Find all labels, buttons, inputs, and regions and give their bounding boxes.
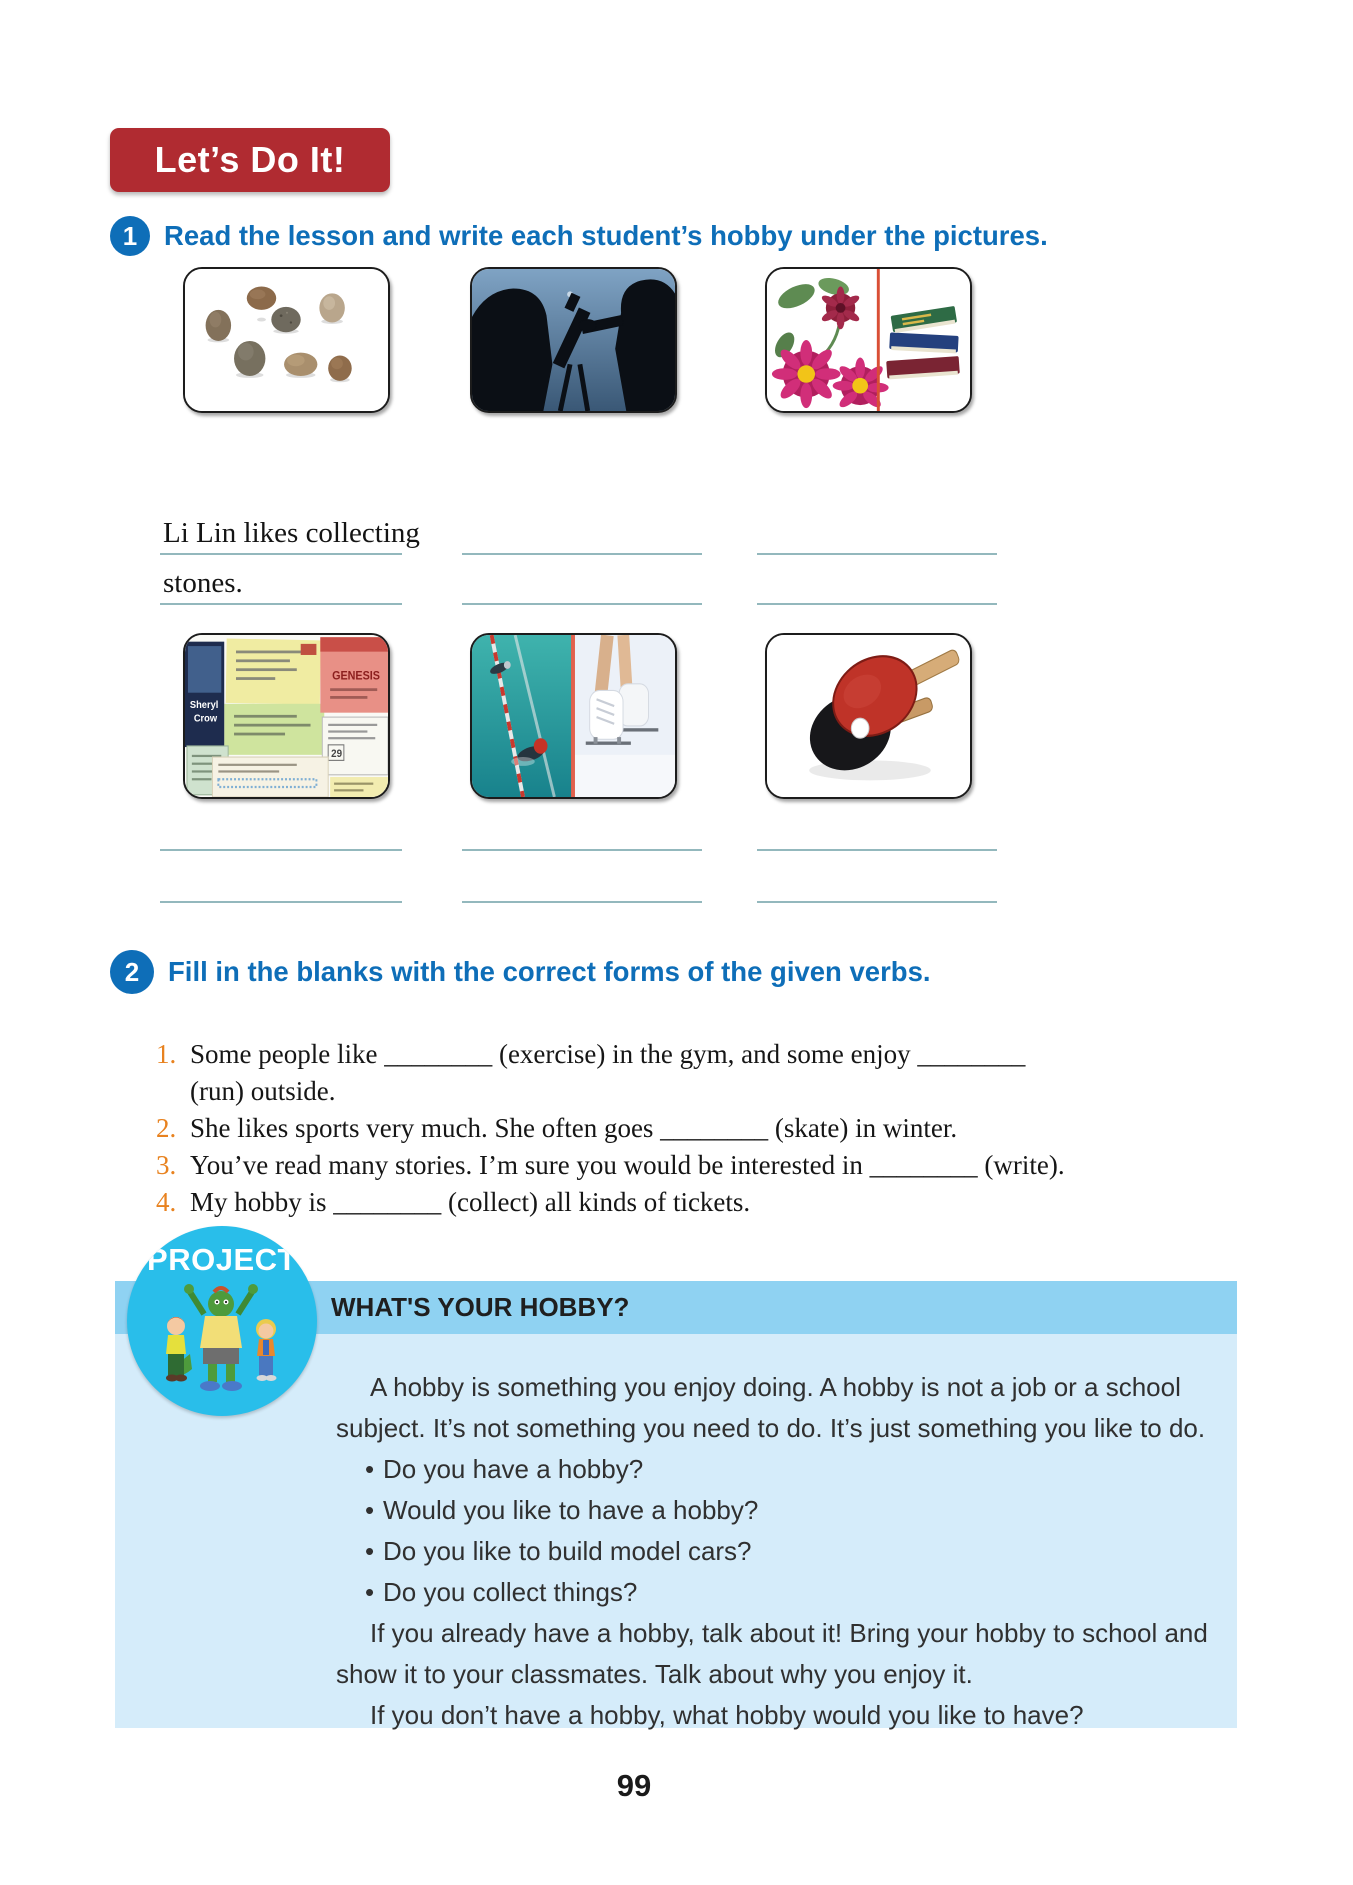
sentence-text: My hobby is ________ (collect) all kinds of tickets. [190, 1187, 751, 1217]
bullet-icon: • [365, 1536, 375, 1566]
answer-line [757, 603, 997, 605]
ticket-artist-line1: Sheryl [189, 699, 219, 712]
table-tennis-illustration [767, 635, 970, 797]
bullet-text: Would you like to have a hobby? [383, 1495, 759, 1525]
sentence-item [156, 1110, 1065, 1147]
sentence-item [156, 1036, 1065, 1110]
exercise2-sentence-list [156, 1036, 1065, 1221]
ticket-band-text: GENESIS [332, 669, 380, 683]
example-answer-line2: stones. [163, 567, 243, 599]
tickets-photo [183, 633, 390, 799]
sentence-text: Some people like ________ (exercise) in the gym, and some enjoy ________ [190, 1039, 1026, 1069]
example-answer-line1: Li Lin likes collecting [163, 517, 420, 549]
exercise2-instruction: Fill in the blanks with the correct forms of the given verbs. [168, 956, 931, 987]
answer-line [462, 849, 702, 851]
sentence-number: 3. [156, 1150, 177, 1180]
sentence-number: 1. [156, 1039, 177, 1069]
project-outro1: If you already have a hobby, talk about it! Bring your hobby to school and show it to your classmates. Talk about why you enjoy it. [336, 1618, 1208, 1689]
answer-line [462, 553, 702, 555]
project-title: WHAT'S YOUR HOBBY? [331, 1292, 630, 1322]
ticket-artist-line2: Crow [193, 713, 218, 725]
answer-line [462, 901, 702, 903]
bullet-icon: • [365, 1454, 375, 1484]
page-number: 99 [616, 1768, 652, 1803]
exercise1-number-badge: 1 [110, 216, 150, 256]
flowers-and-books-photo [765, 267, 972, 413]
stargazing-illustration [472, 269, 675, 411]
project-intro: A hobby is something you enjoy doing. A hobby is not a job or a school subject. It’s not something you need to do. It’s just something you like to do. [336, 1372, 1206, 1443]
stones-photo [183, 267, 390, 413]
flowers-and-books-illustration [767, 269, 970, 411]
bullet-text: Do you like to build model cars? [383, 1536, 752, 1566]
sentence-item [156, 1147, 1065, 1184]
answer-line [160, 849, 402, 851]
lets-do-it-banner [110, 128, 390, 192]
answer-line [160, 553, 402, 555]
project-badge-label: PROJECT [147, 1242, 297, 1277]
sentence-text: She likes sports very much. She often goes ________ (skate) in winter. [190, 1113, 958, 1143]
answer-line [462, 603, 702, 605]
answer-line [160, 901, 402, 903]
stones-illustration [185, 269, 388, 411]
exercise2-header [110, 950, 931, 994]
answer-line [160, 603, 402, 605]
project-bullet [336, 1449, 1214, 1490]
stargazing-photo [470, 267, 677, 413]
project-kids-illustration [142, 1274, 302, 1399]
answer-line [757, 553, 997, 555]
project-badge [127, 1226, 317, 1416]
bullet-icon: • [365, 1577, 375, 1607]
books [886, 306, 960, 380]
exercise1-header [110, 216, 1048, 256]
ticket-number-text: 29 [331, 748, 343, 761]
swimming-skating-photo [470, 633, 677, 799]
bullet-text: Do you have a hobby? [383, 1454, 644, 1484]
bullet-text: Do you collect things? [383, 1577, 638, 1607]
project-bullet [336, 1572, 1214, 1613]
project-body [336, 1367, 1214, 1736]
table-tennis-photo [765, 633, 972, 799]
sentence-text: You’ve read many stories. I’m sure you would be interested in ________ (write). [190, 1150, 1065, 1180]
tickets-illustration [185, 635, 388, 797]
swimming-skating-illustration [472, 635, 675, 797]
sentence-number: 2. [156, 1113, 177, 1143]
project-bullet [336, 1490, 1214, 1531]
project-outro2: If you don’t have a hobby, what hobby would you like to have? [370, 1700, 1084, 1730]
banner-label: Let’s Do It! [154, 139, 346, 180]
sentence-text: (run) outside. [190, 1076, 336, 1106]
sentence-number: 4. [156, 1187, 177, 1217]
bullet-icon: • [365, 1495, 375, 1525]
answer-line [757, 849, 997, 851]
answer-line [757, 901, 997, 903]
exercise2-number-badge: 2 [110, 950, 154, 994]
exercise1-instruction: Read the lesson and write each student’s hobby under the pictures. [164, 220, 1048, 251]
project-bullet [336, 1531, 1214, 1572]
sentence-item [156, 1184, 1065, 1221]
